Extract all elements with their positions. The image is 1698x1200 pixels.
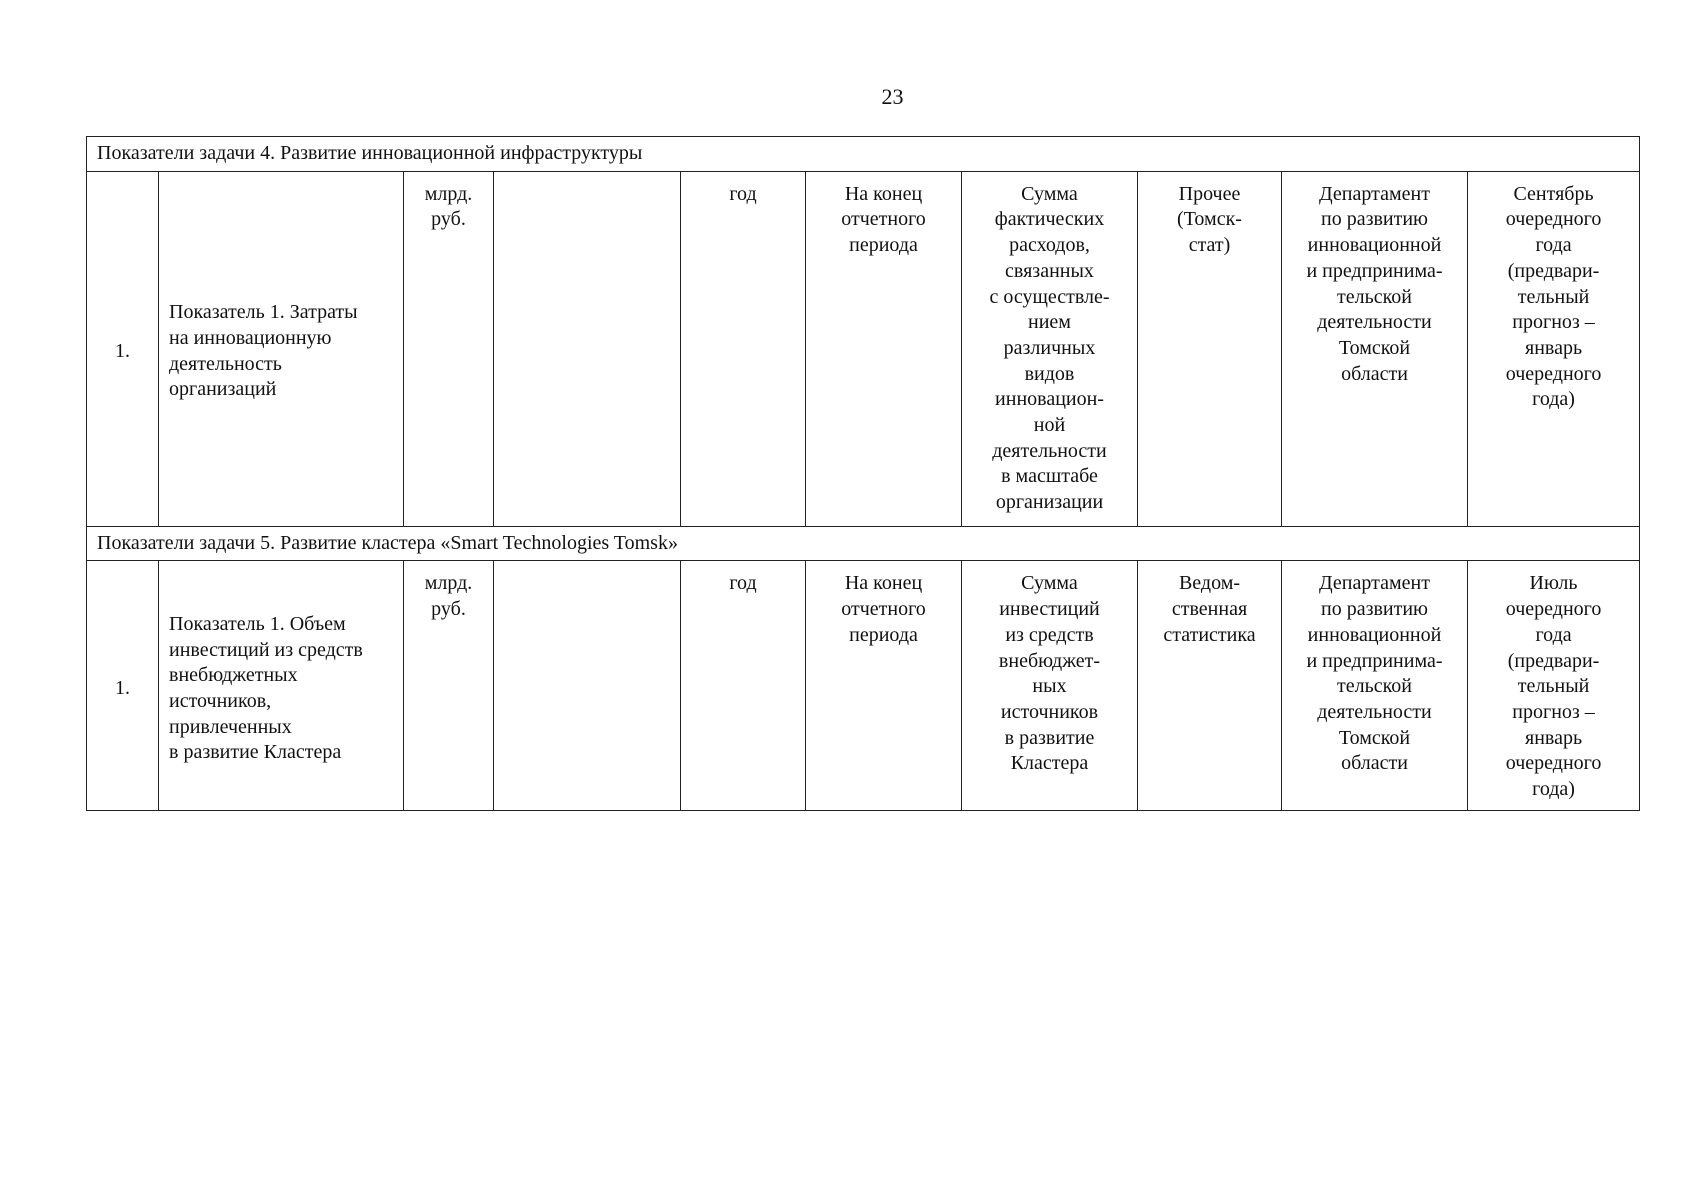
- table-row: [87, 171, 1640, 526]
- table-row: [87, 561, 1640, 811]
- time-characteristic: На конец отчетного периода: [806, 561, 962, 811]
- indicator-name: Показатель 1. Объем инвестиций из средств внебюджетных источников, привлеченных в развитие Кластера: [159, 561, 404, 811]
- page-number: 23: [881, 84, 904, 109]
- collection-method: Прочее (Томск- стат): [1138, 171, 1282, 526]
- indicator-name: Показатель 1. Затраты на инновационную деятельность организаций: [159, 171, 404, 526]
- section-header-row: [87, 137, 1640, 172]
- empty-cell: [494, 171, 681, 526]
- row-number: 1.: [87, 171, 159, 526]
- responsible-body: Департамент по развитию инновационной и предпринима- тельской деятельности Томской области: [1282, 561, 1468, 811]
- collection-method: Ведом- ственная статистика: [1138, 561, 1282, 811]
- deadline: Июль очередного года (предвари- тельный прогноз – январь очередного года): [1468, 561, 1640, 811]
- periodicity: год: [681, 561, 806, 811]
- section-header-row: [87, 526, 1640, 561]
- deadline: Сентябрь очередного года (предвари- тельный прогноз – январь очередного года): [1468, 171, 1640, 526]
- section-4-header: Показатели задачи 4. Развитие инновационной инфраструктуры: [87, 137, 1640, 172]
- calculation-algorithm: Сумма инвестиций из средств внебюджет- ных источников в развитие Кластера: [962, 561, 1138, 811]
- row-number: 1.: [87, 561, 159, 811]
- section-5-header: Показатели задачи 5. Развитие кластера «Smart Technologies Tomsk»: [87, 526, 1640, 561]
- periodicity: год: [681, 171, 806, 526]
- calculation-algorithm: Сумма фактических расходов, связанных с осуществле- нием различных видов инновацион- ной деятельности в масштабе организации: [962, 171, 1138, 526]
- responsible-body: Департамент по развитию инновационной и предпринима- тельской деятельности Томской области: [1282, 171, 1468, 526]
- unit-of-measure: млрд. руб.: [404, 561, 494, 811]
- empty-cell: [494, 561, 681, 811]
- indicators-table: [86, 136, 1640, 811]
- unit-of-measure: млрд. руб.: [404, 171, 494, 526]
- time-characteristic: На конец отчетного периода: [806, 171, 962, 526]
